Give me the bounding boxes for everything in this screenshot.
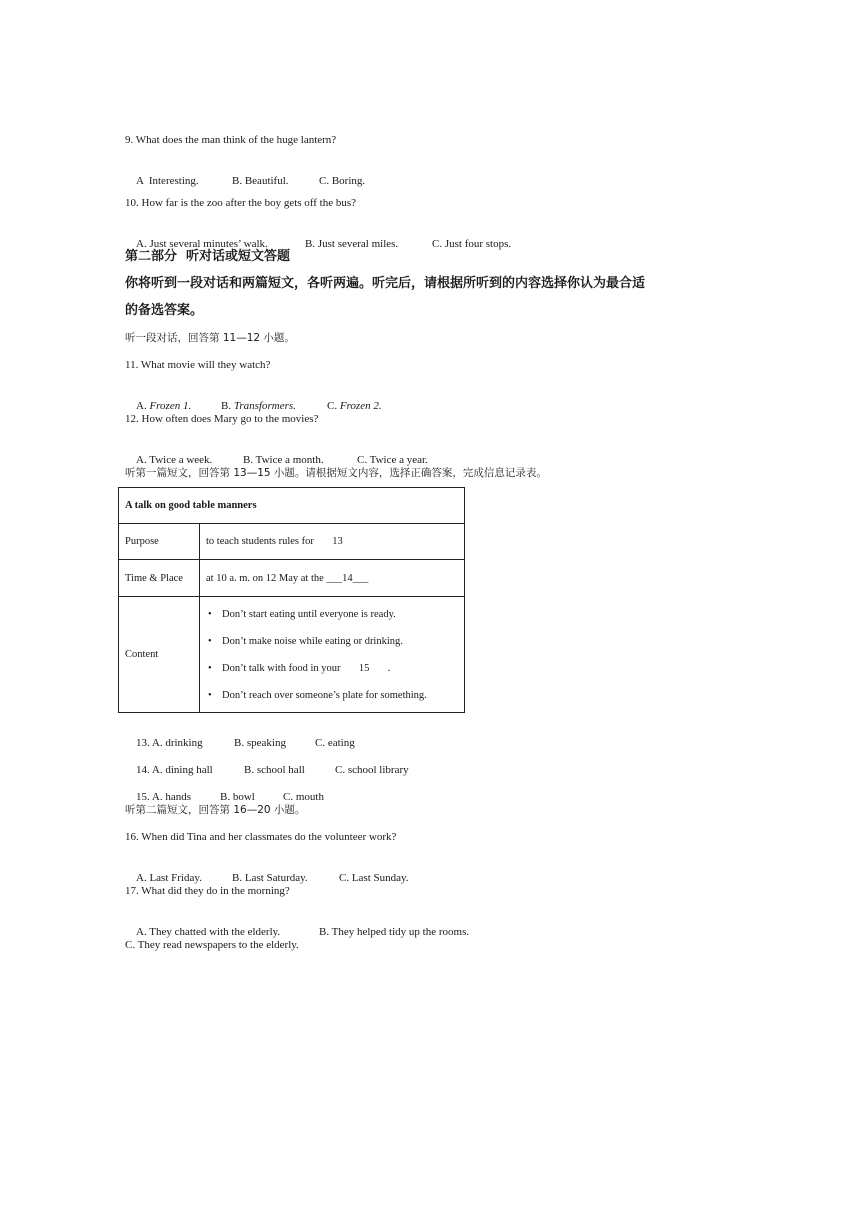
option: B. Beautiful. bbox=[232, 175, 289, 187]
table-value-purpose: to teach students rules for 13 bbox=[200, 524, 465, 560]
question-17: 17. What did they do in the morning? bbox=[125, 885, 290, 897]
option: 13. A. drinking bbox=[136, 737, 203, 749]
option: C. mouth bbox=[283, 791, 324, 803]
option: B. bowl bbox=[220, 791, 255, 803]
option: 15. A. hands bbox=[136, 791, 191, 803]
info-record-table bbox=[118, 487, 465, 713]
option: C. eating bbox=[315, 737, 355, 749]
content-bullet: • Don’t make noise while eating or drinking. bbox=[206, 628, 458, 655]
option: C. Twice a year. bbox=[357, 454, 428, 466]
option: C. school library bbox=[335, 764, 409, 776]
option: C. Boring. bbox=[319, 175, 366, 187]
option: 14. A. dining hall bbox=[136, 764, 213, 776]
content-bullet: • Don’t reach over someone’s plate for something. bbox=[206, 682, 458, 709]
content-bullet: • Don’t start eating until everyone is ready. bbox=[206, 601, 458, 628]
option: A. Just several minutes’ walk. bbox=[136, 238, 268, 250]
part-2-instruction-line-2: 的备选答案。 bbox=[125, 303, 204, 318]
table-value-content bbox=[200, 597, 465, 713]
question-17-option-c: C. They read newspapers to the elderly. bbox=[125, 939, 299, 951]
table-title: A talk on good table manners bbox=[119, 488, 465, 524]
option: C. Just four stops. bbox=[432, 238, 512, 250]
option: B. Last Saturday. bbox=[232, 872, 308, 884]
option: A. They chatted with the elderly. bbox=[136, 926, 281, 938]
option: B. Just several miles. bbox=[305, 238, 399, 250]
option: B. They helped tidy up the rooms. bbox=[319, 926, 470, 938]
option: A. Twice a week. bbox=[136, 454, 213, 466]
content-bullet: • Don’t talk with food in your 15 . bbox=[206, 655, 458, 682]
question-9: 9. What does the man think of the huge lantern? bbox=[125, 134, 337, 146]
option: A. Last Friday. bbox=[136, 872, 202, 884]
section-3-instruction: 听第二篇短文，回答第 16—20 小题。 bbox=[125, 804, 306, 816]
question-16: 16. When did Tina and her classmates do the volunteer work? bbox=[125, 831, 397, 843]
option: C. Frozen 2. bbox=[327, 400, 382, 412]
section-2-instruction: 听第一篇短文，回答第 13—15 小题。请根据短文内容，选择正确答案，完成信息记录表。 bbox=[125, 467, 547, 479]
part-2-title: 第二部分 听对话或短文答题 bbox=[125, 249, 291, 264]
option: B. Transformers. bbox=[221, 400, 296, 412]
part-2-instruction-line-1: 你将听到一段对话和两篇短文，各听两遍。听完后，请根据所听到的内容选择你认为最合适 bbox=[125, 276, 646, 291]
question-12: 12. How often does Mary go to the movies? bbox=[125, 413, 319, 425]
table-label-purpose: Purpose bbox=[119, 524, 200, 560]
option: A Interesting. bbox=[136, 175, 199, 187]
option: C. Last Sunday. bbox=[339, 872, 409, 884]
option: B. speaking bbox=[234, 737, 286, 749]
section-1-instruction: 听一段对话，回答第 11—12 小题。 bbox=[125, 332, 295, 344]
table-label-time-place: Time & Place bbox=[119, 560, 200, 597]
option: A. Frozen 1. bbox=[136, 400, 192, 412]
table-value-time-place: at 10 a. m. on 12 May at the ___14___ bbox=[200, 560, 465, 597]
option: B. Twice a month. bbox=[243, 454, 324, 466]
question-11: 11. What movie will they watch? bbox=[125, 359, 271, 371]
question-10: 10. How far is the zoo after the boy gets off the bus? bbox=[125, 197, 357, 209]
option: B. school hall bbox=[244, 764, 305, 776]
table-label-content: Content bbox=[119, 597, 200, 713]
